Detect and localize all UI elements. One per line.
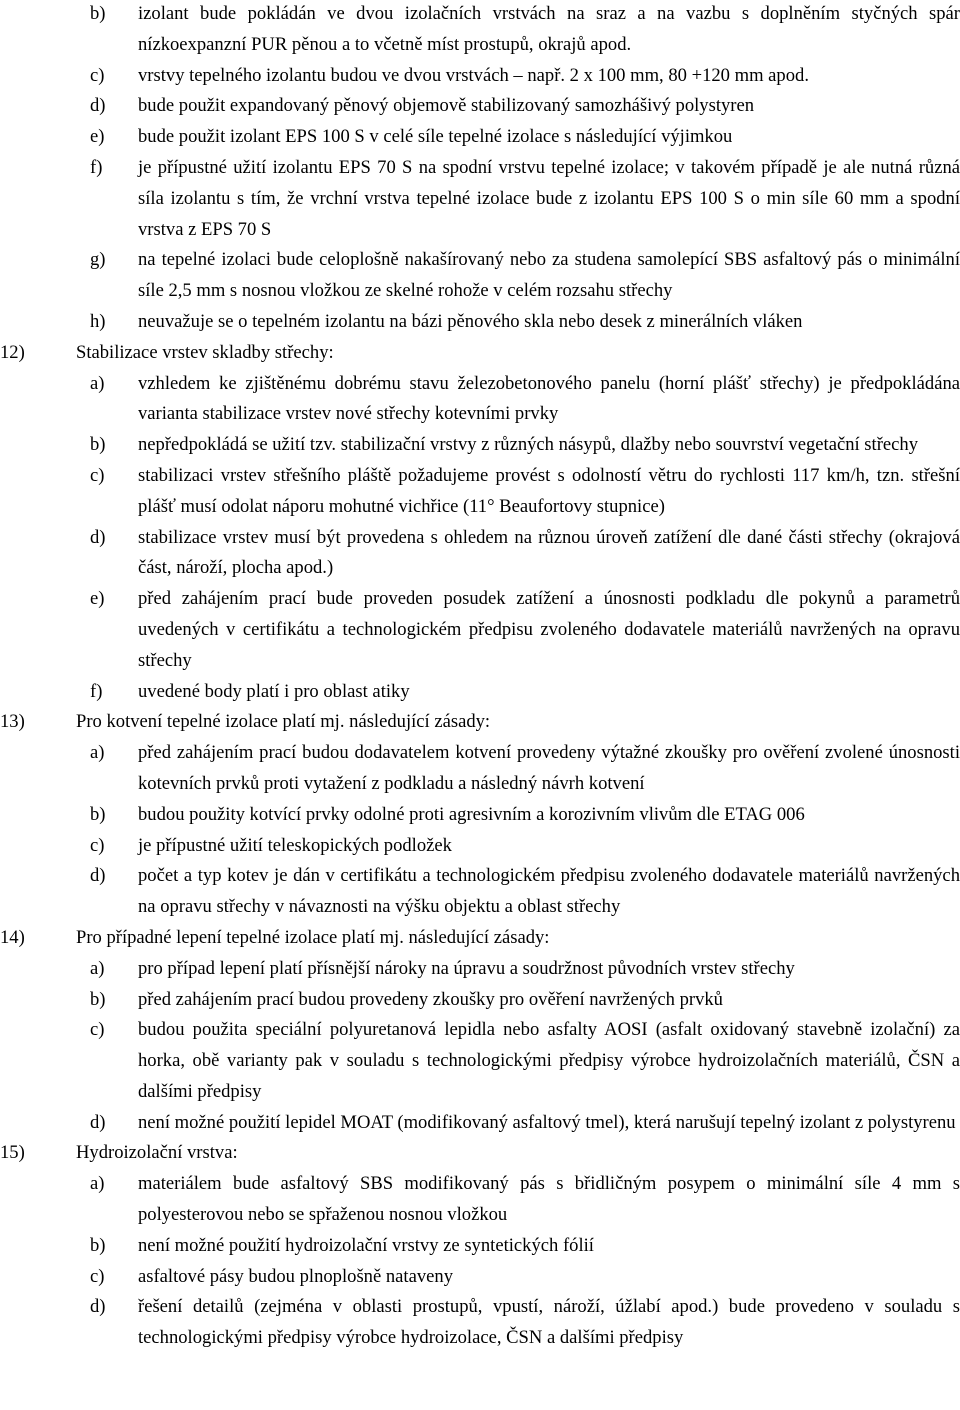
section-heading xyxy=(0,1138,960,1169)
section-heading xyxy=(0,923,960,954)
item-text: před zahájením prací budou provedeny zkoušky pro ověření navržených prvků xyxy=(138,988,723,1010)
item-label: c) xyxy=(90,834,105,856)
section-number: 15) xyxy=(0,1142,25,1164)
item-text: izolant bude pokládán ve dvou izolačních vrstvách na sraz a na vazbu s doplněním styčných spár nízkoexpanzní PUR pěnou a to včetně míst prostupů, okrajů apod. xyxy=(138,3,960,55)
section-number: 14) xyxy=(0,926,25,948)
list-item xyxy=(0,954,960,985)
item-label: c) xyxy=(90,1019,105,1041)
section-heading xyxy=(0,707,960,738)
list-item xyxy=(0,985,960,1016)
item-text: není možné použití hydroizolační vrstvy ze syntetických fólií xyxy=(138,1234,594,1256)
item-text: je přípustné užití izolantu EPS 70 S na spodní vrstvu tepelné izolace; v takovém případě je ale nutná různá síla izolantu s tím, že vrchní vrstva tepelné izolace bude z izolantu EPS 100 S o min síle 60 mm a spodní vrstva z EPS 70 S xyxy=(138,156,960,240)
section-number: 12) xyxy=(0,341,25,363)
item-label: d) xyxy=(90,95,106,117)
item-text: materiálem bude asfaltový SBS modifikovaný pás s břidličným posypem o minimální síle 4 mm s polyesterovou nebo se spřaženou nosnou vložkou xyxy=(138,1173,960,1226)
list-item xyxy=(0,245,960,307)
list-item xyxy=(0,430,960,461)
item-label: b) xyxy=(90,988,106,1010)
item-label: a) xyxy=(90,372,105,394)
item-text: pro případ lepení platí přísnější nároky na úpravu a soudržnost původních vrstev střechy xyxy=(138,957,795,979)
list-item xyxy=(0,1262,960,1293)
list-item xyxy=(0,369,960,431)
item-text: stabilizaci vrstev střešního pláště požadujeme provést s odolností větru do rychlosti 117 km/h, tzn. střešní plášť musí odolat náporu mohutné vichřice (11° Beaufortovy stupnice) xyxy=(138,464,960,517)
item-label: c) xyxy=(90,1265,105,1287)
item-label: b) xyxy=(90,3,106,24)
item-label: h) xyxy=(90,310,106,332)
list-item xyxy=(0,861,960,923)
item-label: a) xyxy=(90,742,105,764)
list-item xyxy=(0,461,960,523)
item-text: stabilizace vrstev musí být provedena s ohledem na různou úroveň zatížení dle dané části střechy (okrajová část, nároží, plocha apod.) xyxy=(138,526,960,579)
item-text: není možné použití lepidel MOAT (modifikovaný asfaltový tmel), která narušují tepelný izolant z polystyrenu xyxy=(138,1111,956,1133)
section-13 xyxy=(0,707,960,923)
item-text: asfaltové pásy budou plnoplošně nataveny xyxy=(138,1265,453,1287)
item-label: a) xyxy=(90,1173,105,1195)
list-item xyxy=(0,1292,960,1354)
section-title: Pro kotvení tepelné izolace platí mj. následující zásady: xyxy=(76,711,491,733)
section-title: Stabilizace vrstev skladby střechy: xyxy=(76,341,334,363)
section-number: 13) xyxy=(0,711,25,733)
section-15 xyxy=(0,1138,960,1354)
list-item xyxy=(0,153,960,245)
item-label: c) xyxy=(90,464,105,486)
item-label: a) xyxy=(90,957,105,979)
item-label: e) xyxy=(90,126,105,148)
item-text: počet a typ kotev je dán v certifikátu a technologickém předpisu zvoleného dodavatele materiálů navržených na opravu střechy v návaznosti na výšku objektu a oblast střechy xyxy=(138,865,960,918)
item-text: je přípustné užití teleskopických podložek xyxy=(138,834,452,856)
list-item xyxy=(0,1108,960,1139)
list-item xyxy=(0,61,960,92)
list-item xyxy=(0,523,960,585)
list-item xyxy=(0,584,960,676)
item-text: řešení detailů (zejména v oblasti prostupů, vpustí, nároží, úžlabí apod.) bude provedeno v souladu s technologickými předpisy výrobce hydroizolace, ČSN a dalšími předpisy xyxy=(138,1296,960,1349)
list-item xyxy=(0,677,960,708)
item-text: bude použit expandovaný pěnový objemově stabilizovaný samozhášivý polystyren xyxy=(138,95,755,117)
section-title: Hydroizolační vrstva: xyxy=(76,1142,238,1164)
list-item xyxy=(0,831,960,862)
list-item xyxy=(0,1015,960,1107)
section-11-continuation xyxy=(0,0,960,338)
list-item xyxy=(0,1231,960,1262)
item-label: b) xyxy=(90,1234,106,1256)
item-text: před zahájením prací budou dodavatelem kotvení provedeny výtažné zkoušky pro ověření zvolené únosnosti kotevních prvků proti vytažení z podkladu a následný návrh kotvení xyxy=(138,742,960,794)
section-heading xyxy=(0,338,960,369)
item-text: neuvažuje se o tepelném izolantu na bázi pěnového skla nebo desek z minerálních vláken xyxy=(138,310,803,332)
item-label: b) xyxy=(90,434,106,456)
item-label: g) xyxy=(90,249,106,271)
item-label: d) xyxy=(90,1111,106,1133)
list-item xyxy=(0,122,960,153)
section-title: Pro případné lepení tepelné izolace platí mj. následující zásady: xyxy=(76,926,550,948)
section-14 xyxy=(0,923,960,1139)
list-item xyxy=(0,0,960,61)
item-text: uvedené body platí i pro oblast atiky xyxy=(138,680,410,702)
list-item xyxy=(0,1169,960,1231)
section-12 xyxy=(0,338,960,708)
item-text: vzhledem ke zjištěnému dobrému stavu železobetonového panelu (horní plášť střechy) je předpokládána varianta stabilizace vrstev nové střechy kotevními prvky xyxy=(138,372,960,425)
item-text: na tepelné izolaci bude celoplošně nakašírovaný nebo za studena samolepící SBS asfaltový pás o minimální síle 2,5 mm s nosnou vložkou ze skelné rohože v celém rozsahu střechy xyxy=(138,249,960,302)
item-text: nepředpokládá se užití tzv. stabilizační vrstvy z různých násypů, dlažby nebo souvrství vegetační střechy xyxy=(138,434,919,456)
item-label: d) xyxy=(90,865,106,887)
list-item xyxy=(0,738,960,800)
list-item xyxy=(0,307,960,338)
item-text: bude použit izolant EPS 100 S v celé síle tepelné izolace s následující výjimkou xyxy=(138,126,733,148)
item-label: e) xyxy=(90,588,105,610)
list-item xyxy=(0,800,960,831)
item-text: vrstvy tepelného izolantu budou ve dvou vrstvách – např. 2 x 100 mm, 80 +120 mm apod. xyxy=(138,64,809,86)
list-item xyxy=(0,91,960,122)
item-label: b) xyxy=(90,803,106,825)
item-label: d) xyxy=(90,526,106,548)
item-label: d) xyxy=(90,1296,106,1318)
item-label: f) xyxy=(90,156,103,178)
item-text: budou použity kotvící prvky odolné proti agresivním a korozivním vlivům dle ETAG 006 xyxy=(138,803,805,825)
item-text: budou použita speciální polyuretanová lepidla nebo asfalty AOSI (asfalt oxidovaný stavebně izolační) za horka, obě varianty pak v souladu s technologickými předpisy výrobce hydroizolačních materiálů, ČSN a dalšími předpisy xyxy=(138,1019,960,1102)
item-text: před zahájením prací bude proveden posudek zatížení a únosnosti podkladu dle pokynů a parametrů uvedených v certifikátu a technologickém předpisu zvoleného dodavatele materiálů navržených na opravu střechy xyxy=(138,588,960,671)
item-label: f) xyxy=(90,680,103,702)
item-label: c) xyxy=(90,64,105,86)
